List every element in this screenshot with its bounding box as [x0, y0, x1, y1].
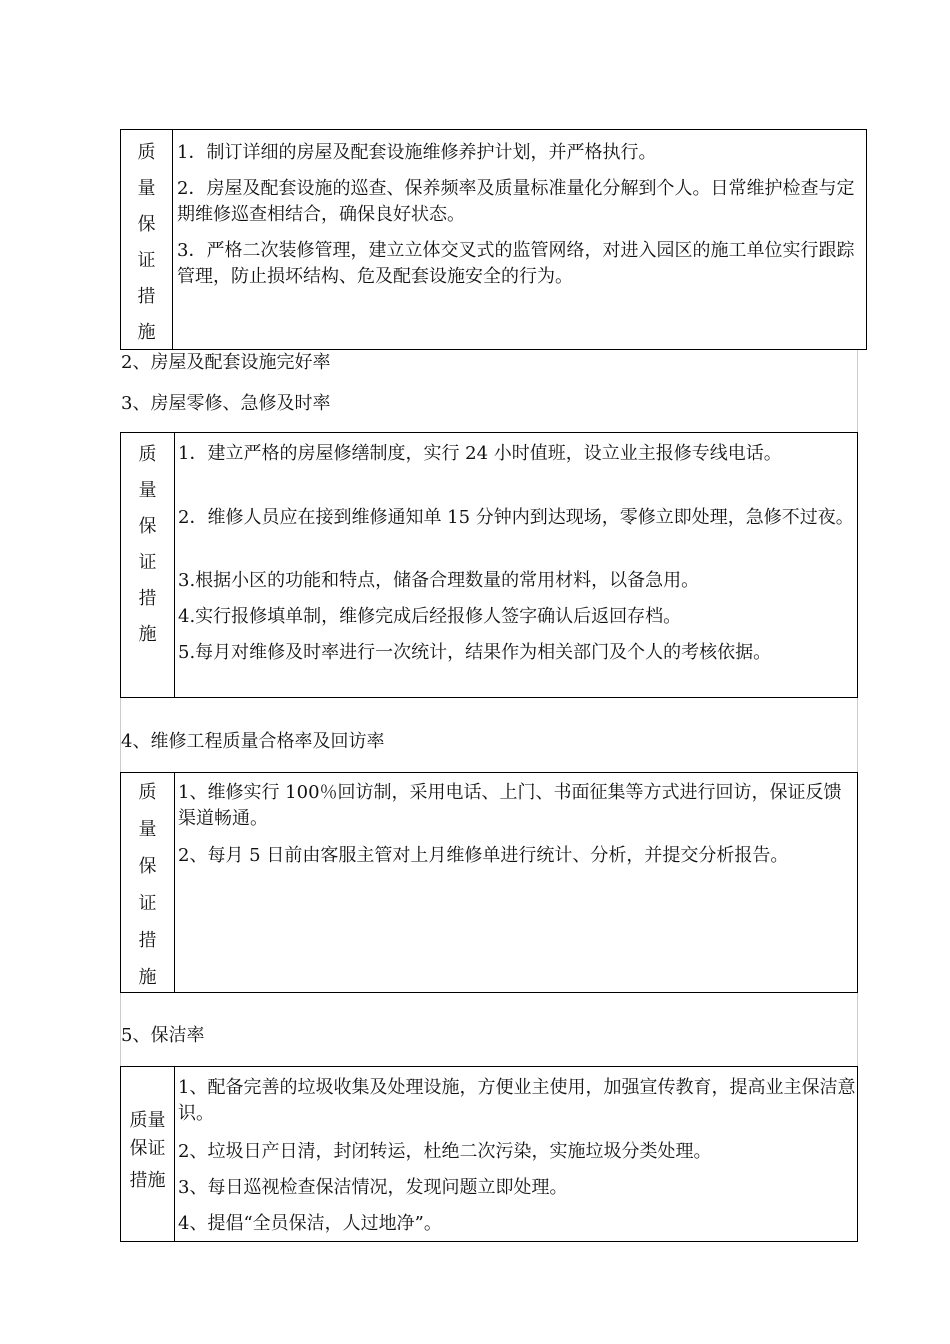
label-char: 措: [138, 588, 157, 609]
measure-item: 1．建立严格的房屋修缮制度，实行 24 小时值班，设立业主报修专线电话。: [178, 443, 782, 464]
section-heading-3: 3、房屋零修、急修及时率: [121, 393, 331, 414]
label-char: 质: [137, 142, 156, 163]
label-char: 量: [137, 178, 156, 199]
table4-label-cell: [121, 1067, 175, 1241]
label-char: 量: [138, 480, 157, 501]
measure-item: 1．制订详细的房屋及配套设施维修养护计划，并严格执行。: [177, 142, 657, 163]
label-char: 措: [138, 930, 157, 951]
table3-label-cell: [121, 773, 175, 992]
measure-item: 5.每月对维修及时率进行一次统计，结果作为相关部门及个人的考核依据。: [178, 642, 772, 663]
label-char: 量: [138, 819, 157, 840]
section-heading-5: 5、保洁率: [121, 1025, 205, 1046]
measure-item: 2．维修人员应在接到维修通知单 15 分钟内到达现场，零修立即处理，急修不过夜。: [178, 507, 854, 528]
measure-item: 2、每月 5 日前由客服主管对上月维修单进行统计、分析，并提交分析报告。: [178, 845, 789, 866]
table2-label-cell: [121, 433, 175, 697]
table1-label-cell: [121, 130, 173, 349]
label-char: 保: [138, 856, 157, 877]
label-line: 措施: [129, 1170, 166, 1191]
measure-item: 4.实行报修填单制，维修完成后经报修人签字确认后返回存档。: [178, 606, 682, 627]
section-heading-4: 4、维修工程质量合格率及回访率: [121, 731, 385, 752]
label-char: 施: [138, 967, 157, 988]
label-char: 证: [138, 893, 157, 914]
measure-item: 1、配备完善的垃圾收集及处理设施，方便业主使用，加强宣传教育，提高业主保洁意识。: [178, 1077, 856, 1124]
label-line: 保证: [129, 1138, 166, 1159]
label-char: 措: [137, 286, 156, 307]
frame-line: [857, 350, 858, 432]
measure-item: 3、每日巡视检查保洁情况，发现问题立即处理。: [178, 1177, 568, 1198]
label-char: 证: [138, 552, 157, 573]
label-char: 质: [138, 782, 157, 803]
frame-line: [857, 697, 858, 773]
quality-measures-table-2: [120, 432, 858, 698]
measure-item: 3．严格二次装修管理，建立立体交叉式的监管网络，对进入园区的施工单位实行跟踪管理，防止损坏结构、危及配套设施安全的行为。: [177, 240, 855, 287]
frame-line: [857, 993, 858, 1067]
label-char: 施: [138, 624, 157, 645]
measure-item: 4、提倡“全员保洁，人过地净”。: [178, 1213, 442, 1234]
label-char: 证: [137, 250, 156, 271]
quality-measures-table-3: [120, 772, 858, 993]
measure-item: 3.根据小区的功能和特点，储备合理数量的常用材料，以备急用。: [178, 570, 700, 591]
quality-measures-table-1: [120, 129, 867, 350]
label-char: 质: [138, 444, 157, 465]
label-char: 施: [137, 322, 156, 343]
label-char: 保: [137, 214, 156, 235]
label-char: 保: [138, 516, 157, 537]
measure-item: 2．房屋及配套设施的巡查、保养频率及质量标准量化分解到个人。日常维护检查与定期维修巡查相结合，确保良好状态。: [177, 178, 855, 225]
measure-item: 1、维修实行 100％回访制，采用电话、上门、书面征集等方式进行回访，保证反馈渠道畅通。: [178, 782, 842, 829]
section-heading-2: 2、房屋及配套设施完好率: [121, 352, 331, 373]
quality-measures-table-4: [120, 1066, 858, 1242]
label-line: 质量: [129, 1110, 166, 1131]
measure-item: 2、垃圾日产日清，封闭转运，杜绝二次污染，实施垃圾分类处理。: [178, 1141, 712, 1162]
